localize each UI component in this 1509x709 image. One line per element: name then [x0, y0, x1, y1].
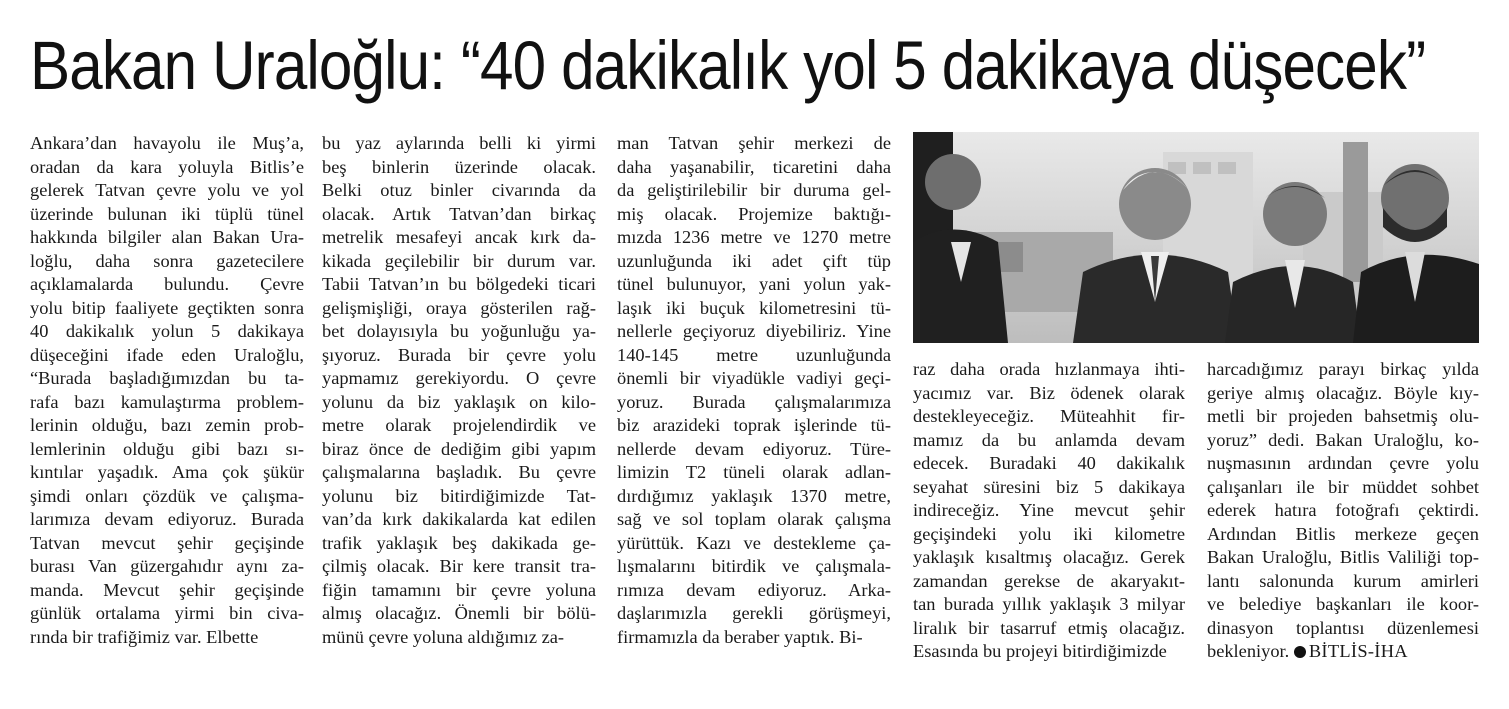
article-line: çalışmalarına başladık. Bu çevre [322, 462, 596, 482]
article-line: çilmiş olacak. Bir kere transit tra- [322, 556, 596, 576]
article-line: yolunu da biz yaklaşık on kilo- [322, 391, 596, 412]
article-line: dinasyon toplantısı düzenlemesi [1207, 617, 1479, 638]
article-line: yolu bitip faaliyete geçtikten sonra [30, 297, 304, 318]
article-line: 40 dakikalık yolun 5 dakikaya [30, 321, 304, 341]
article-line: şıyoruz. Burada bir çevre yolu [322, 344, 596, 365]
article-line: raz daha orada hızlanmaya ihti- [913, 359, 1185, 379]
article-line: nellerle geçiyoruz diyebiliriz. Yine [617, 321, 891, 341]
article-line: metrelik mesafeyi ancak kırk da- [322, 227, 596, 247]
article-line: lemlerinin olduğu gibi bazı sı- [30, 438, 304, 459]
article-line: hakkında bilgiler alan Bakan Ura- [30, 227, 304, 247]
article-line: günlük ortalama yirmi bin civa- [30, 603, 304, 623]
article-line: yoruz” dedi. Bakan Uraloğlu, ko- [1207, 429, 1479, 450]
article-line: miş olacak. Projemize baktığı- [617, 203, 891, 224]
article-line: Ankara’dan havayolu ile Muş’a, [30, 133, 304, 153]
article-column-2 [322, 132, 596, 649]
headline: Bakan Uraloğlu: “40 dakikalık yol 5 dakikaya düşecek” [30, 27, 1426, 104]
article-line: Tabii Tatvan’ın bu bölgedeki ticari [322, 274, 596, 294]
article-line: daşlarımızla gerekli görüşmeyi, [617, 603, 891, 623]
article-line: firmamızla da beraber yaptık. Bi- [617, 626, 863, 647]
article-line: destekleyeceğiz. Müteahhit fir- [913, 406, 1185, 426]
article-line: van’da kırk dakikalarda kat edilen [322, 509, 596, 529]
article-line: dırdığımız yaklaşık 1370 metre, [617, 485, 891, 506]
article-line: liralık bir tasarruf etmiş olacağız. [913, 617, 1185, 638]
article-line: Bakan Uraloğlu, Bitlis Valiliği top- [1207, 547, 1479, 567]
article-line: “Burada başladığımızdan bu ta- [30, 368, 304, 388]
article-line: Esasında bu projeyi bitirdiğimizde [913, 641, 1167, 661]
article-line: almış olacağız. Önemli bir bölü- [322, 603, 596, 623]
article-line: uzunluğunda iki adet çift tüp [617, 250, 891, 271]
article-column-3 [617, 132, 891, 649]
article-line: geçişindeki yolu iki kilometre [913, 523, 1185, 544]
article-line: biz arazideki toprak işlerinde tü- [617, 415, 891, 435]
news-agency-credit: BİTLİS-İHA [1308, 641, 1408, 661]
article-line: şimdi onları çözdük ve çalışma- [30, 485, 304, 506]
article-line: yaklaşık kısaltmış olacağız. Gerek [913, 547, 1185, 567]
article-line: loğlu, daha sonra gazetecilere [30, 250, 304, 271]
article-line: tan burada yıllık yaklaşık 3 milyar [913, 594, 1185, 614]
article-line: Belki otuz binler civarında da [322, 180, 596, 200]
article-line: geriye almış olacağız. Böyle kıy- [1207, 382, 1479, 403]
article-line: daha yaşanabilir, ticaretini daha [617, 156, 891, 177]
article-line: lantı salonunda kurum amirleri [1207, 570, 1479, 591]
article-line: bet dolayısıyla bu yoğunluğu ya- [322, 321, 596, 341]
article-line: çalışanları ile bir müddet sohbet [1207, 476, 1479, 497]
article-line: gelişmişliği, oraya gösterilen rağ- [322, 297, 596, 318]
article-line: metli bir projeden bahsetmiş olu- [1207, 406, 1479, 426]
news-photo-illustration [913, 132, 1479, 343]
article-column-1 [30, 132, 304, 649]
article-line: gelerek Tatvan çevre yolu ve yol [30, 180, 304, 200]
article-line: lerinin olduğu, bazı zemin prob- [30, 415, 304, 435]
article-line: biraz önce de dediğim gibi yapım [322, 438, 596, 459]
article-line: kikada geçilebilir bir durum var. [322, 250, 596, 271]
article-line: olacak. Artık Tatvan’dan birkaç [322, 203, 596, 224]
article-line: metre olarak projelendirdik ve [322, 415, 596, 435]
article-line: münü çevre yoluna aldığımız za- [322, 626, 565, 647]
article-line: yapmamız gerekiyordu. O çevre [322, 368, 596, 388]
article-column-4 [913, 358, 1185, 664]
article-line: açıklamalarda bulundu. Çevre [30, 274, 304, 294]
article-line: üzerinde bulunan iki tüplü tünel [30, 203, 304, 224]
article-line: yoruz. Burada çalışmalarımıza [617, 391, 891, 412]
article-line: bu yaz aylarında belli ki yirmi [322, 133, 596, 153]
article-line: da geliştirilebilir bir duruma gel- [617, 180, 891, 200]
article-line [1207, 640, 1479, 664]
news-photo [913, 132, 1479, 343]
article-line: trafik yaklaşık beş dakikada ge- [322, 532, 596, 553]
article-line: Tatvan mevcut şehir geçişinde [30, 532, 304, 553]
article-line: mızda 1236 metre ve 1270 metre [617, 227, 891, 247]
article-line: düşeceğini ifade eden Uraloğlu, [30, 344, 304, 365]
article-line: beş binlerin üzerinde olacak. [322, 156, 596, 177]
article-line: indireceğiz. Yine mevcut şehir [913, 500, 1185, 520]
article-line: önemli bir viyadükle vadiyi geçi- [617, 368, 891, 388]
article-line: nellerde devam ediyoruz. Türe- [617, 438, 891, 459]
article-line: yolunu biz bitirdiğimizde Tat- [322, 485, 596, 506]
article-line: zamandan gerekse de akaryakıt- [913, 570, 1185, 591]
article-line: yacımız var. Biz ödenek olarak [913, 382, 1185, 403]
article-line: manda. Mevcut şehir geçişinde [30, 579, 304, 600]
article-line: Ardından Bitlis merkeze geçen [1207, 523, 1479, 544]
bullet-icon [1294, 646, 1306, 658]
article-line: rında bir trafiğimiz var. Elbette [30, 626, 259, 647]
article-line: rımıza devam ediyoruz. Arka- [617, 579, 891, 600]
article-line: oradan da kara yoluyla Bitlis’e [30, 156, 304, 177]
article-line: nuşmasının ardından çevre yolu [1207, 453, 1479, 473]
article-column-5 [1207, 358, 1479, 664]
article-line: ve belediye başkanları ile koor- [1207, 594, 1479, 614]
article-line: fiğin tamamını bir çevre yoluna [322, 579, 596, 600]
article-line: man Tatvan şehir merkezi de [617, 133, 891, 153]
article-line: 140-145 metre uzunluğunda [617, 344, 891, 365]
article-line: laşık iki buçuk kilometresini tü- [617, 297, 891, 318]
article-line: limizin T2 tüneli olarak adlan- [617, 462, 891, 482]
article-line: kıntılar yaşadık. Ama çok şükür [30, 462, 304, 482]
article-line: mamız da bu anlamda devam [913, 429, 1185, 450]
article-line: tünel bulunuyor, yani yolun yak- [617, 274, 891, 294]
article-line: seyahat süresini biz 5 dakikaya [913, 476, 1185, 497]
article-line: sağ ve sol toplam olarak çalışma [617, 509, 891, 529]
article-line: larımıza devam ediyoruz. Burada [30, 509, 304, 529]
article-line: ederek hatıra fotoğrafı çektirdi. [1207, 500, 1479, 520]
article-line: burası Van güzergahıdır aynı za- [30, 556, 304, 576]
article-line: yürüttük. Kazı ve destekleme ça- [617, 532, 891, 553]
closing-text: bekleniyor. [1207, 641, 1290, 661]
article-line: rafa bazı kamulaştırma problem- [30, 391, 304, 412]
article-line: edecek. Buradaki 40 dakikalık [913, 453, 1185, 473]
article-line: lışmalarını bitirdik ve çalışmala- [617, 556, 891, 576]
article-line: harcadığımız parayı birkaç yılda [1207, 359, 1479, 379]
